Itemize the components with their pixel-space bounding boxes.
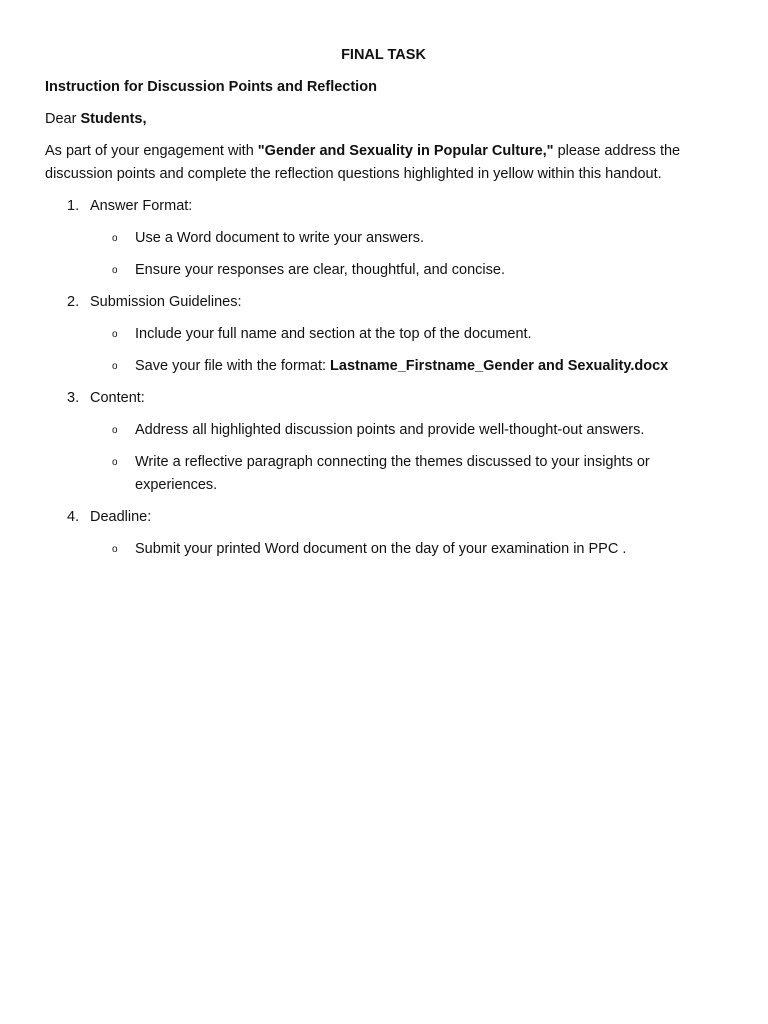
instruction-list: [45, 195, 688, 561]
instruction-item: [45, 195, 688, 282]
course-title: "Gender and Sexuality in Popular Culture,": [257, 143, 554, 159]
circle-bullet-icon: o: [112, 329, 118, 340]
sub-list-item: [90, 259, 688, 282]
greeting: [45, 108, 688, 131]
item-heading: Submission Guidelines:: [90, 294, 242, 310]
sub-list: [90, 323, 688, 378]
item-heading: Answer Format:: [90, 198, 193, 214]
document-title: FINAL TASK: [341, 47, 426, 63]
sub-item-text: Include your full name and section at the top of the document.: [135, 326, 532, 342]
sub-item-text: Ensure your responses are clear, thoughtful, and concise.: [135, 262, 505, 278]
item-number: 3.: [67, 390, 80, 406]
sub-list: [90, 538, 688, 561]
instruction-item: [45, 291, 688, 378]
item-number: 1.: [67, 198, 80, 214]
sub-item-text: Write a reflective paragraph connecting the themes discussed to your insights or experiences.: [135, 454, 650, 493]
circle-bullet-icon: o: [112, 233, 118, 244]
intro-after: please address the discussion points and complete the reflection questions highlighted in yellow within this handout.: [45, 143, 681, 182]
instruction-item: [45, 506, 688, 561]
circle-bullet-icon: o: [112, 544, 118, 555]
item-heading: Deadline:: [90, 509, 152, 525]
instruction-item: [45, 387, 688, 497]
sub-list-item: [90, 538, 688, 561]
greeting-prefix: Dear: [45, 111, 81, 127]
sub-list-item: [90, 355, 688, 378]
item-heading: Content:: [90, 390, 145, 406]
item-number: 4.: [67, 509, 80, 525]
sub-list-item: [90, 451, 688, 497]
circle-bullet-icon: o: [112, 425, 118, 436]
sub-item-text: Save your file with the format:: [135, 358, 331, 374]
file-name-format: Lastname_Firstname_Gender and Sexuality.docx: [330, 358, 669, 374]
document-subtitle: Instruction for Discussion Points and Reflection: [45, 79, 377, 95]
circle-bullet-icon: o: [112, 361, 118, 372]
intro-paragraph: [45, 140, 688, 186]
circle-bullet-icon: o: [112, 265, 118, 276]
intro-before: As part of your engagement with: [45, 143, 258, 159]
greeting-name: Students,: [80, 111, 147, 127]
item-number: 2.: [67, 294, 80, 310]
circle-bullet-icon: o: [112, 457, 118, 468]
sub-list-item: [90, 227, 688, 250]
sub-item-text: Use a Word document to write your answers.: [135, 230, 425, 246]
sub-list-item: [90, 323, 688, 346]
sub-list: [90, 419, 688, 497]
sub-list: [90, 227, 688, 282]
sub-list-item: [90, 419, 688, 442]
sub-item-text: Submit your printed Word document on the day of your examination in PPC .: [135, 541, 627, 557]
sub-item-text: Address all highlighted discussion points and provide well-thought-out answers.: [135, 422, 645, 438]
